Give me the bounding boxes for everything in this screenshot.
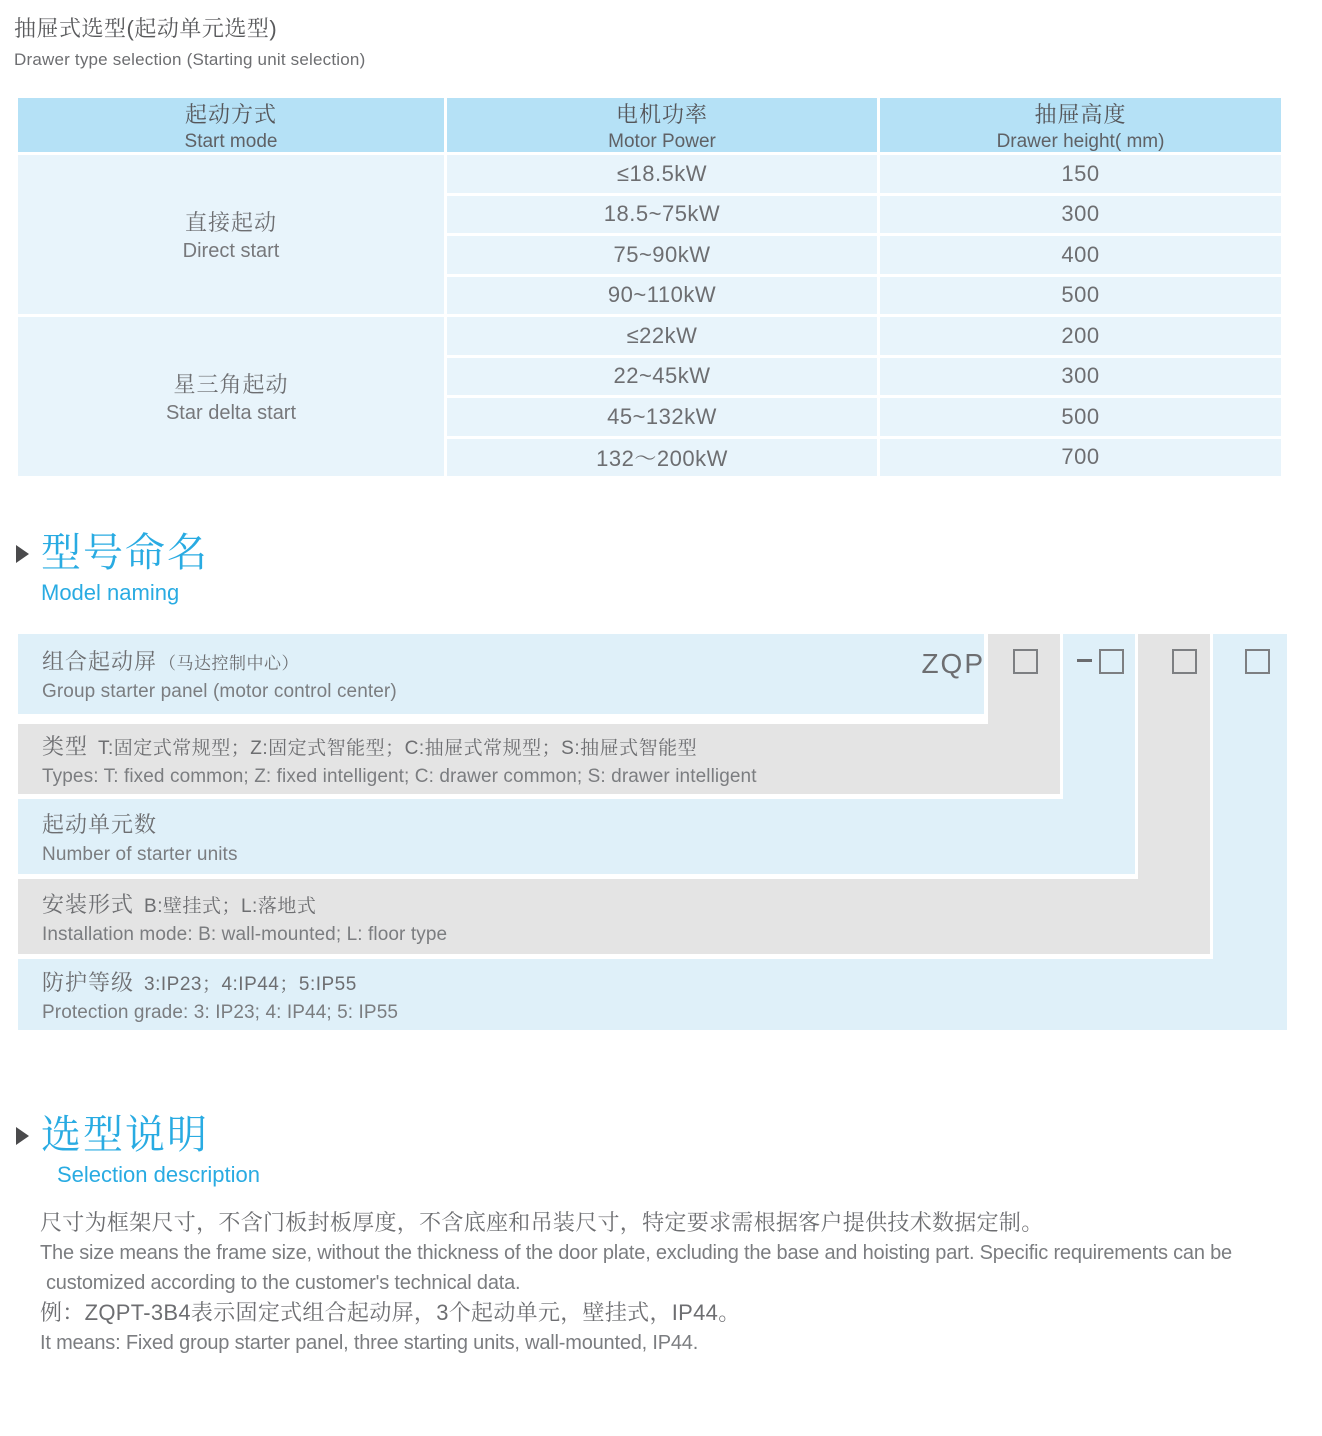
model-row-types [18, 724, 1060, 794]
col-header-drawer-height-zh: 抽屉高度 [1034, 101, 1127, 127]
section-model-naming-heading [16, 530, 1322, 606]
note-line-en: The size means the frame size, without the thickness of the door plate, excluding the base and hoisting part. Specific requirements can be [40, 1242, 1232, 1264]
table-cell-power: 18.5~75kW [447, 196, 877, 234]
doc-title-en: Drawer type selection (Starting unit selection) [14, 50, 366, 69]
table-cell-height: 150 [880, 155, 1281, 193]
table-cell-power: 75~90kW [447, 236, 877, 274]
row-label-en: Group starter panel (motor control center) [42, 681, 397, 702]
mode-zh: 直接起动 [184, 210, 277, 235]
col-header-start-mode-zh: 起动方式 [184, 101, 277, 127]
table-cell-height: 500 [880, 398, 1281, 436]
table-cell-height: 300 [880, 358, 1281, 396]
col-header-motor-power [447, 98, 877, 152]
selection-notes [40, 1208, 1322, 1358]
doc-header [0, 0, 1322, 70]
table-cell-power: ≤18.5kW [447, 155, 877, 193]
mode-cell-direct-start [18, 155, 444, 314]
doc-title-zh: 抽屉式选型(起动单元选型) [14, 16, 278, 41]
col-header-drawer-height-en: Drawer height( mm) [996, 130, 1165, 152]
model-row-protection-grade [18, 959, 1287, 1030]
note-line-zh: 尺寸为框架尺寸，不含门板封板厚度，不含底座和吊装尺寸，特定要求需根据客户提供技术数据定制。 [40, 1210, 1044, 1235]
col-header-motor-power-en: Motor Power [608, 130, 716, 152]
row-label-en: Types: T: fixed common; Z: fixed intelligent; C: drawer common; S: drawer intelligent [42, 766, 757, 787]
row-desc-zh: 3:IP23；4:IP44；5:IP55 [144, 973, 357, 995]
note-example-en: It means: Fixed group starter panel, three starting units, wall-mounted, IP44. [40, 1332, 699, 1354]
table-cell-power: 132～200kW [447, 439, 877, 477]
model-row-starter-units [18, 799, 1135, 874]
col-header-start-mode [18, 98, 444, 152]
mode-en: Star delta start [165, 402, 297, 424]
row-label-en: Installation mode: B: wall-mounted; L: floor type [42, 923, 448, 945]
row-label-zh: 防护等级 [42, 969, 135, 995]
section-selection-description-heading [16, 1112, 1322, 1188]
row-label-en: Protection grade: 3: IP23; 4: IP44; 5: IP55 [42, 1001, 399, 1023]
model-naming-diagram [18, 634, 1287, 1032]
section-arrow-icon [16, 1127, 29, 1145]
model-row-group-starter-panel [18, 634, 984, 714]
model-code-prefix: ZQP [921, 648, 985, 679]
table-cell-height: 200 [880, 317, 1281, 355]
model-row-installation-mode [18, 879, 1210, 954]
mode-cell-star-delta-start [18, 317, 444, 476]
section-title-en: Selection description [57, 1162, 261, 1187]
model-code-dash [1077, 659, 1092, 662]
note-example-zh: 例：ZQPT-3B4表示固定式组合起动屏，3个起动单元，壁挂式，IP44。 [40, 1300, 741, 1325]
table-cell-height: 700 [880, 439, 1281, 477]
section-title-zh: 型号命名 [41, 531, 209, 575]
model-code-box-3 [1172, 649, 1197, 674]
row-desc-zh: B:壁挂式；L:落地式 [144, 895, 317, 917]
col-header-drawer-height [880, 98, 1281, 152]
row-desc-zh: T:固定式常规型；Z:固定式智能型；C:抽屉式常规型；S:抽屉式智能型 [98, 738, 698, 759]
table-cell-height: 300 [880, 196, 1281, 234]
row-label-zh: 类型 [42, 734, 89, 759]
row-label-zh: 起动单元数 [42, 811, 158, 837]
model-code-box-2 [1099, 649, 1124, 674]
table-cell-height: 500 [880, 277, 1281, 315]
row-label-zh: 组合起动屏 [42, 649, 158, 674]
section-title-en: Model naming [41, 580, 180, 605]
section-title-zh: 选型说明 [41, 1113, 209, 1157]
row-desc-zh: （马达控制中心） [159, 654, 300, 673]
table-cell-power: 90~110kW [447, 277, 877, 315]
col-header-start-mode-en: Start mode [184, 130, 278, 152]
row-label-en: Number of starter units [42, 843, 238, 865]
drawer-selection-table [18, 98, 1281, 476]
table-cell-power: 45~132kW [447, 398, 877, 436]
mode-en: Direct start [182, 240, 280, 262]
mode-zh: 星三角起动 [173, 372, 289, 397]
note-line-en: customized according to the customer's technical data. [46, 1272, 521, 1294]
row-label-zh: 安装形式 [42, 891, 135, 917]
col-header-motor-power-zh: 电机功率 [615, 101, 708, 127]
table-cell-height: 400 [880, 236, 1281, 274]
section-arrow-icon [16, 545, 29, 563]
table-cell-power: 22~45kW [447, 358, 877, 396]
model-code-box-1 [1013, 649, 1038, 674]
model-code-box-4 [1245, 649, 1270, 674]
table-cell-power: ≤22kW [447, 317, 877, 355]
